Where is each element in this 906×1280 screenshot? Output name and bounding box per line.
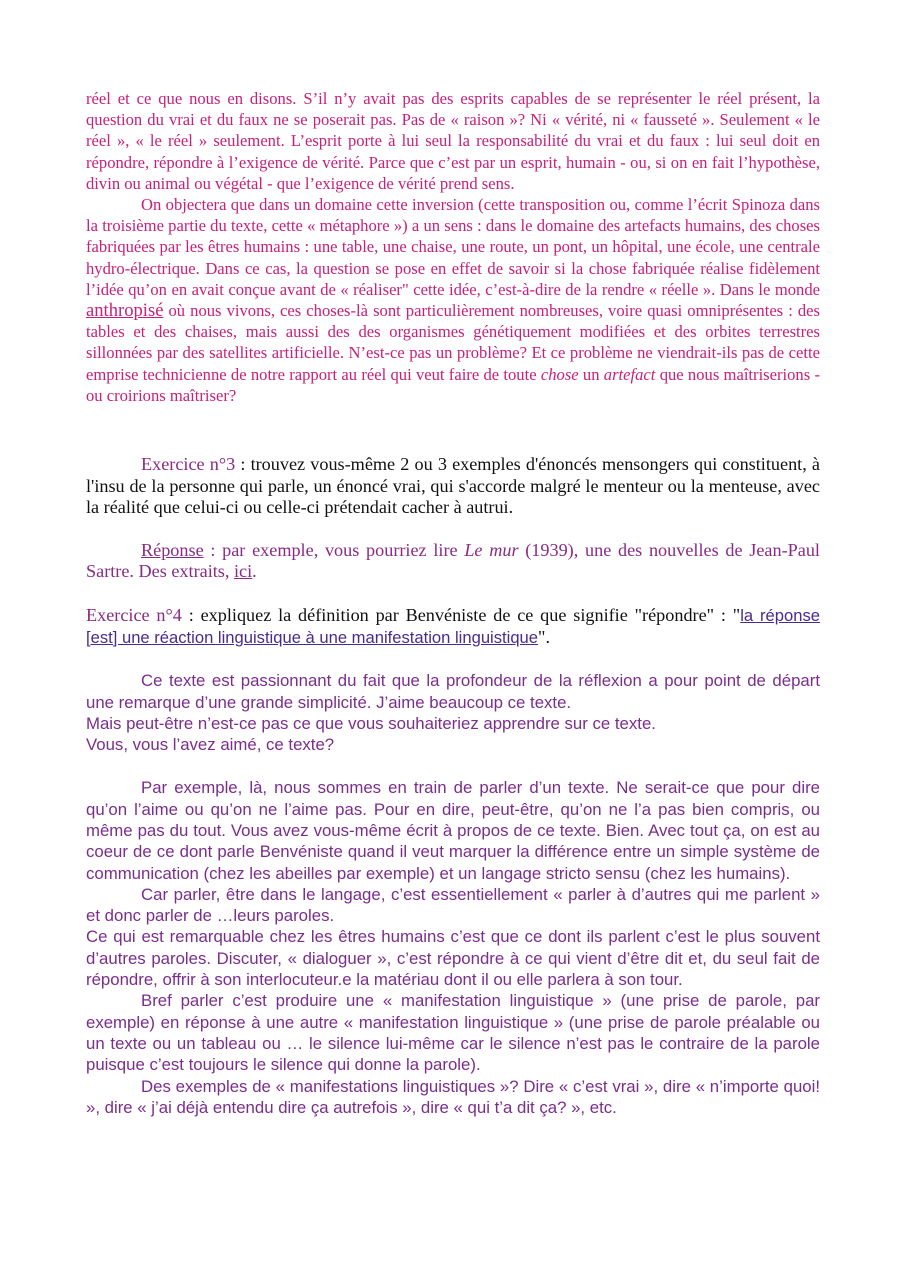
emphasis-artefact: artefact bbox=[603, 364, 656, 384]
exercise-4-label: Exercice n°4 bbox=[86, 605, 182, 626]
exercise-3-text: : trouvez vous-même 2 ou 3 exemples d'énoncés mensongers qui constituent, à l'insu de la personne qui parle, un énoncé vrai, qui s'accorde malgré le menteur ou la menteuse, avec la réalité que celui-ci ou celle-ci prétendait cacher à autrui. bbox=[86, 454, 820, 518]
emphasis-chose: chose bbox=[540, 364, 579, 384]
paragraph-par-exemple: Par exemple, là, nous sommes en train de parler d’un texte. Ne serait-ce que pour dire qu’on l’aime ou qu’on ne l’aime pas. Pour en dire, peut-être, qu’on ne l’a pas bien compris, ou même pas du tout. Vous avez vous-même écrit à propos de ce texte. Bien. Avec tout ça, on est au coeur de ce dont parle Benvéniste quand il veut marquer la différence entre un simple système de communication (chez les abeilles par exemple) et un langage stricto sensu (chez les humains). bbox=[86, 778, 820, 883]
exercise-3-label: Exercice n°3 bbox=[141, 454, 236, 475]
link-ici[interactable]: ici bbox=[233, 561, 253, 582]
paragraph-passionnant: Ce texte est passionnant du fait que la profondeur de la réflexion a pour point de départ une remarque d’une grande simplicité. J’aime beaucoup ce texte. bbox=[86, 671, 820, 712]
paragraph-vous: Vous, vous l’avez aimé, ce texte? bbox=[86, 735, 335, 755]
answer-3-label: Réponse bbox=[141, 539, 204, 560]
paragraph-reel: réel et ce que nous en disons. S’il n’y avait pas des esprits capables de se représenter le réel présent, la question du vrai et du faux ne se poserait pas. Pas de « raison »? Ni « vérité, ni « fausseté ». Seulement « le réel », « le réel » seulement. L’esprit porte à lui seul la responsabilité du vrai et du faux : lui seul doit en répondre, répondre à l’exigence de vérité. Parce que c’est par un esprit, humain - ou, si on en fait l’hypothèse, divin ou animal ou végétal - que l’exigence de vérité prend sens. bbox=[86, 89, 820, 193]
text-run: On objectera que dans un domaine cette inversion (cette transposition ou, comme l’écrit Spinoza dans la troisième partie du texte, cette « métaphore ») a un sens : dans le domaine des artefacts humains, des choses fabriquées par les êtres humains : une table, une chaise, une route, un pont, un hôpital, une école, une centrale hydro-électrique. Dans ce cas, la question se pose en effet de savoir si la chose fabriquée réalise fidèlement l’idée qu’on en avait conçue avant de « réaliser" cette idée, c’est-à-dire de la rendre « réelle ». Dans le monde bbox=[86, 195, 820, 299]
link-benveniste-definition[interactable]: la réponse [est] une réaction linguistique à une manifestation linguistique bbox=[86, 606, 820, 647]
text-run: . bbox=[252, 561, 257, 582]
paragraph-bref: Bref parler c’est produire une « manifestation linguistique » (une prise de parole, par exemple) en réponse à une autre « manifestation linguistique » (une prise de parole préalable ou un texte ou un tableau ou … le silence lui-même car le silence n’est pas le contraire de la parole puisque c’est toujours le silence qui donne la parole). bbox=[86, 991, 820, 1075]
link-anthropise[interactable]: anthropisé bbox=[86, 300, 164, 322]
book-title: Le mur bbox=[464, 539, 519, 560]
text-run: où nous vivons, ces choses-là sont particulièrement nombreuses, voire quasi omniprésentes : des tables et des chaises, mais aussi des des organismes génétiquement modifiées et des orbites terrestres sillonnées par des satellites artificielle. N’est-ce pas un problème? Et ce problème ne viendrait-ils pas de cette emprise technicienne de notre rapport au réel qui veut faire de toute bbox=[86, 301, 820, 384]
spacer bbox=[86, 406, 820, 454]
paragraph-mais: Mais peut-être n’est-ce pas ce que vous souhaiteriez apprendre sur ce texte. bbox=[86, 713, 656, 733]
exercise-3 bbox=[86, 454, 820, 519]
text-run: ". bbox=[538, 626, 550, 647]
paragraph-remarquable: Ce qui est remarquable chez les êtres humains c’est que ce dont ils parlent c’est le plus souvent d’autres paroles. Discuter, « dialoguer », c’est répondre à ce qui vient d’être dit et, du seul fait de répondre, offrir à son interlocuteur.e la matériau dont il ou elle parlera à son tour. bbox=[86, 927, 820, 990]
paragraph-objection bbox=[86, 194, 820, 406]
spacer bbox=[86, 583, 820, 605]
answer-3 bbox=[86, 540, 820, 583]
exercise-4 bbox=[86, 605, 820, 648]
paragraph-car-parler: Car parler, être dans le langage, c’est essentiellement « parler à d’autres qui me parlent » et donc parler de …leurs paroles. bbox=[86, 884, 820, 926]
text-run: (1939), une des nouvelles de Jean-Paul Sartre. Des extraits, bbox=[86, 539, 820, 582]
text-run: un bbox=[578, 364, 604, 384]
document-page bbox=[86, 88, 820, 1118]
text-run: : par exemple, vous pourriez lire bbox=[203, 539, 465, 560]
exercise-4-text: : expliquez la définition par Benvéniste de ce que signifie "répondre" : " bbox=[181, 605, 741, 626]
spacer bbox=[86, 519, 820, 540]
spacer bbox=[86, 755, 820, 777]
spacer bbox=[86, 648, 820, 670]
paragraph-exemples: Des exemples de « manifestations linguistiques »? Dire « c’est vrai », dire « n’importe quoi! », dire « j’ai déjà entendu dire ça autrefois », dire « qui t’a dit ça? », etc. bbox=[86, 1076, 820, 1117]
text-run: que nous maîtriserions - ou croirions maîtriser? bbox=[86, 364, 820, 405]
